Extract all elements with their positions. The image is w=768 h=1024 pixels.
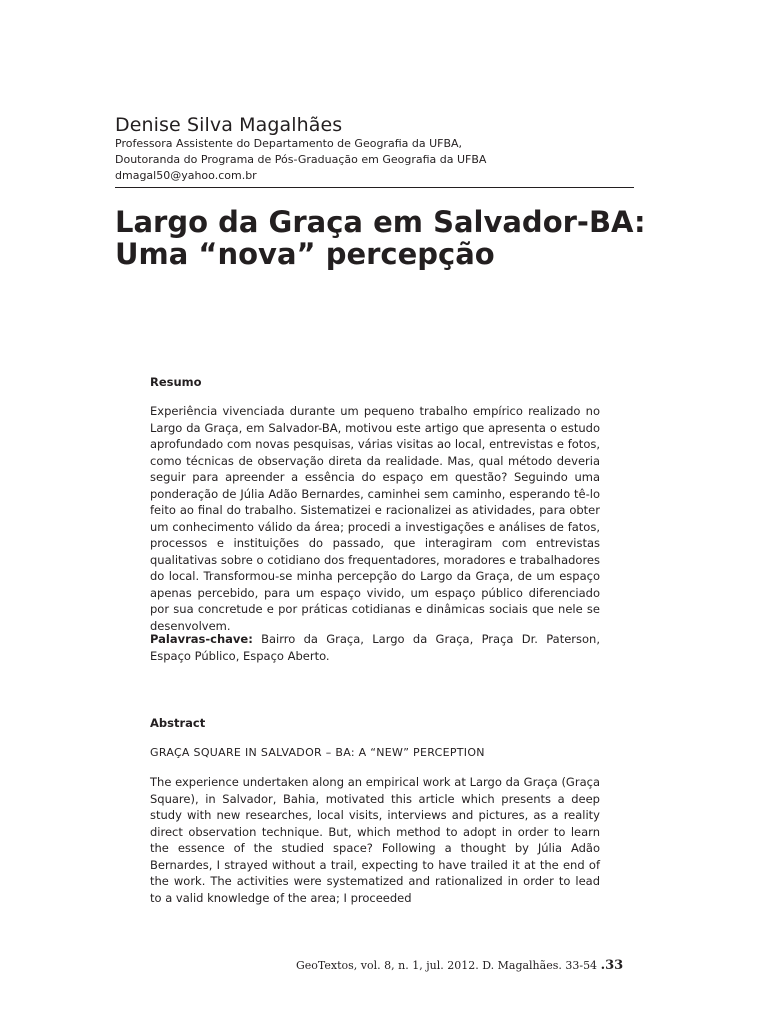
author-email: dmagal50@yahoo.com.br [115,169,257,182]
title-line-1: Largo da Graça em Salvador-BA: [115,205,646,239]
keywords-list: Bairro da Graça, Largo da Graça, Praça Dr. Paterson, Espaço Público, Espaço Aberto. [150,632,601,663]
author-affiliation-2: Doutoranda do Programa de Pós-Graduação em Geografia da UFBA [115,153,487,166]
abstract-text: The experience undertaken along an empirical work at Largo da Graça (Graça Square), in Salvador, Bahia, motivated this article which presents a deep study with new researches, local visits, interviews and pictures, as a reality direct observation technique. But, which method to adopt in order to learn the essence of the studied space? Following a thought by Júlia Adão Bernardes, I strayed without a trail, expecting to have trailed it at the end of the work. The activities were systematized and rationalized in order to lead to a valid knowledge of the area; I proceeded [150,775,600,905]
page-number: .33 [600,958,624,973]
abstract-subtitle: GRAÇA SQUARE IN SALVADOR – BA: A “NEW” PERCEPTION [150,746,485,759]
page-footer [296,958,636,974]
title-line-2: Uma “nova” percepção [115,237,495,271]
article-title [115,206,655,270]
resumo-heading: Resumo [150,375,202,389]
abstract-heading: Abstract [150,716,206,730]
resumo-text: Experiência vivenciada durante um pequeno trabalho empírico realizado no Largo da Graça, em Salvador-BA, motivou este artigo que apresenta o estudo aprofundado com novas pesquisas, várias visitas ao local, entrevistas e fotos, como técnicas de observação direta da realidade. Mas, qual método deveria seguir para apreender a essência do espaço em questão? Seguindo uma ponderação de Júlia Adão Bernardes, caminhei sem caminho, esperando tê-lo feito ao final do trabalho. Sistematizei e racionalizei as atividades, para obter um conhecimento válido da área; procedi a investigações e análises de fatos, processos e instituições do passado, que interagiram com entrevistas qualitativas sobre o cotidiano dos frequentadores, moradores e trabalhadores do local. Transformou-se minha percepção do Largo da Graça, de um espaço apenas percebido, para um espaço vivido, um espaço público diferenciado por sua concretude e por práticas cotidianas e dinâmicas sociais que nele se desenvolvem. [150,404,600,633]
author-block [115,114,635,184]
keywords-label: Palavras-chave: [150,632,253,646]
keywords [150,631,600,664]
author-affiliation-1: Professora Assistente do Departamento de Geografia da UFBA, [115,137,463,150]
author-name: Denise Silva Magalhães [115,114,343,136]
footer-citation: GeoTextos, vol. 8, n. 1, jul. 2012. D. Magalhães. 33-54 [296,959,598,972]
header-divider [115,187,634,188]
